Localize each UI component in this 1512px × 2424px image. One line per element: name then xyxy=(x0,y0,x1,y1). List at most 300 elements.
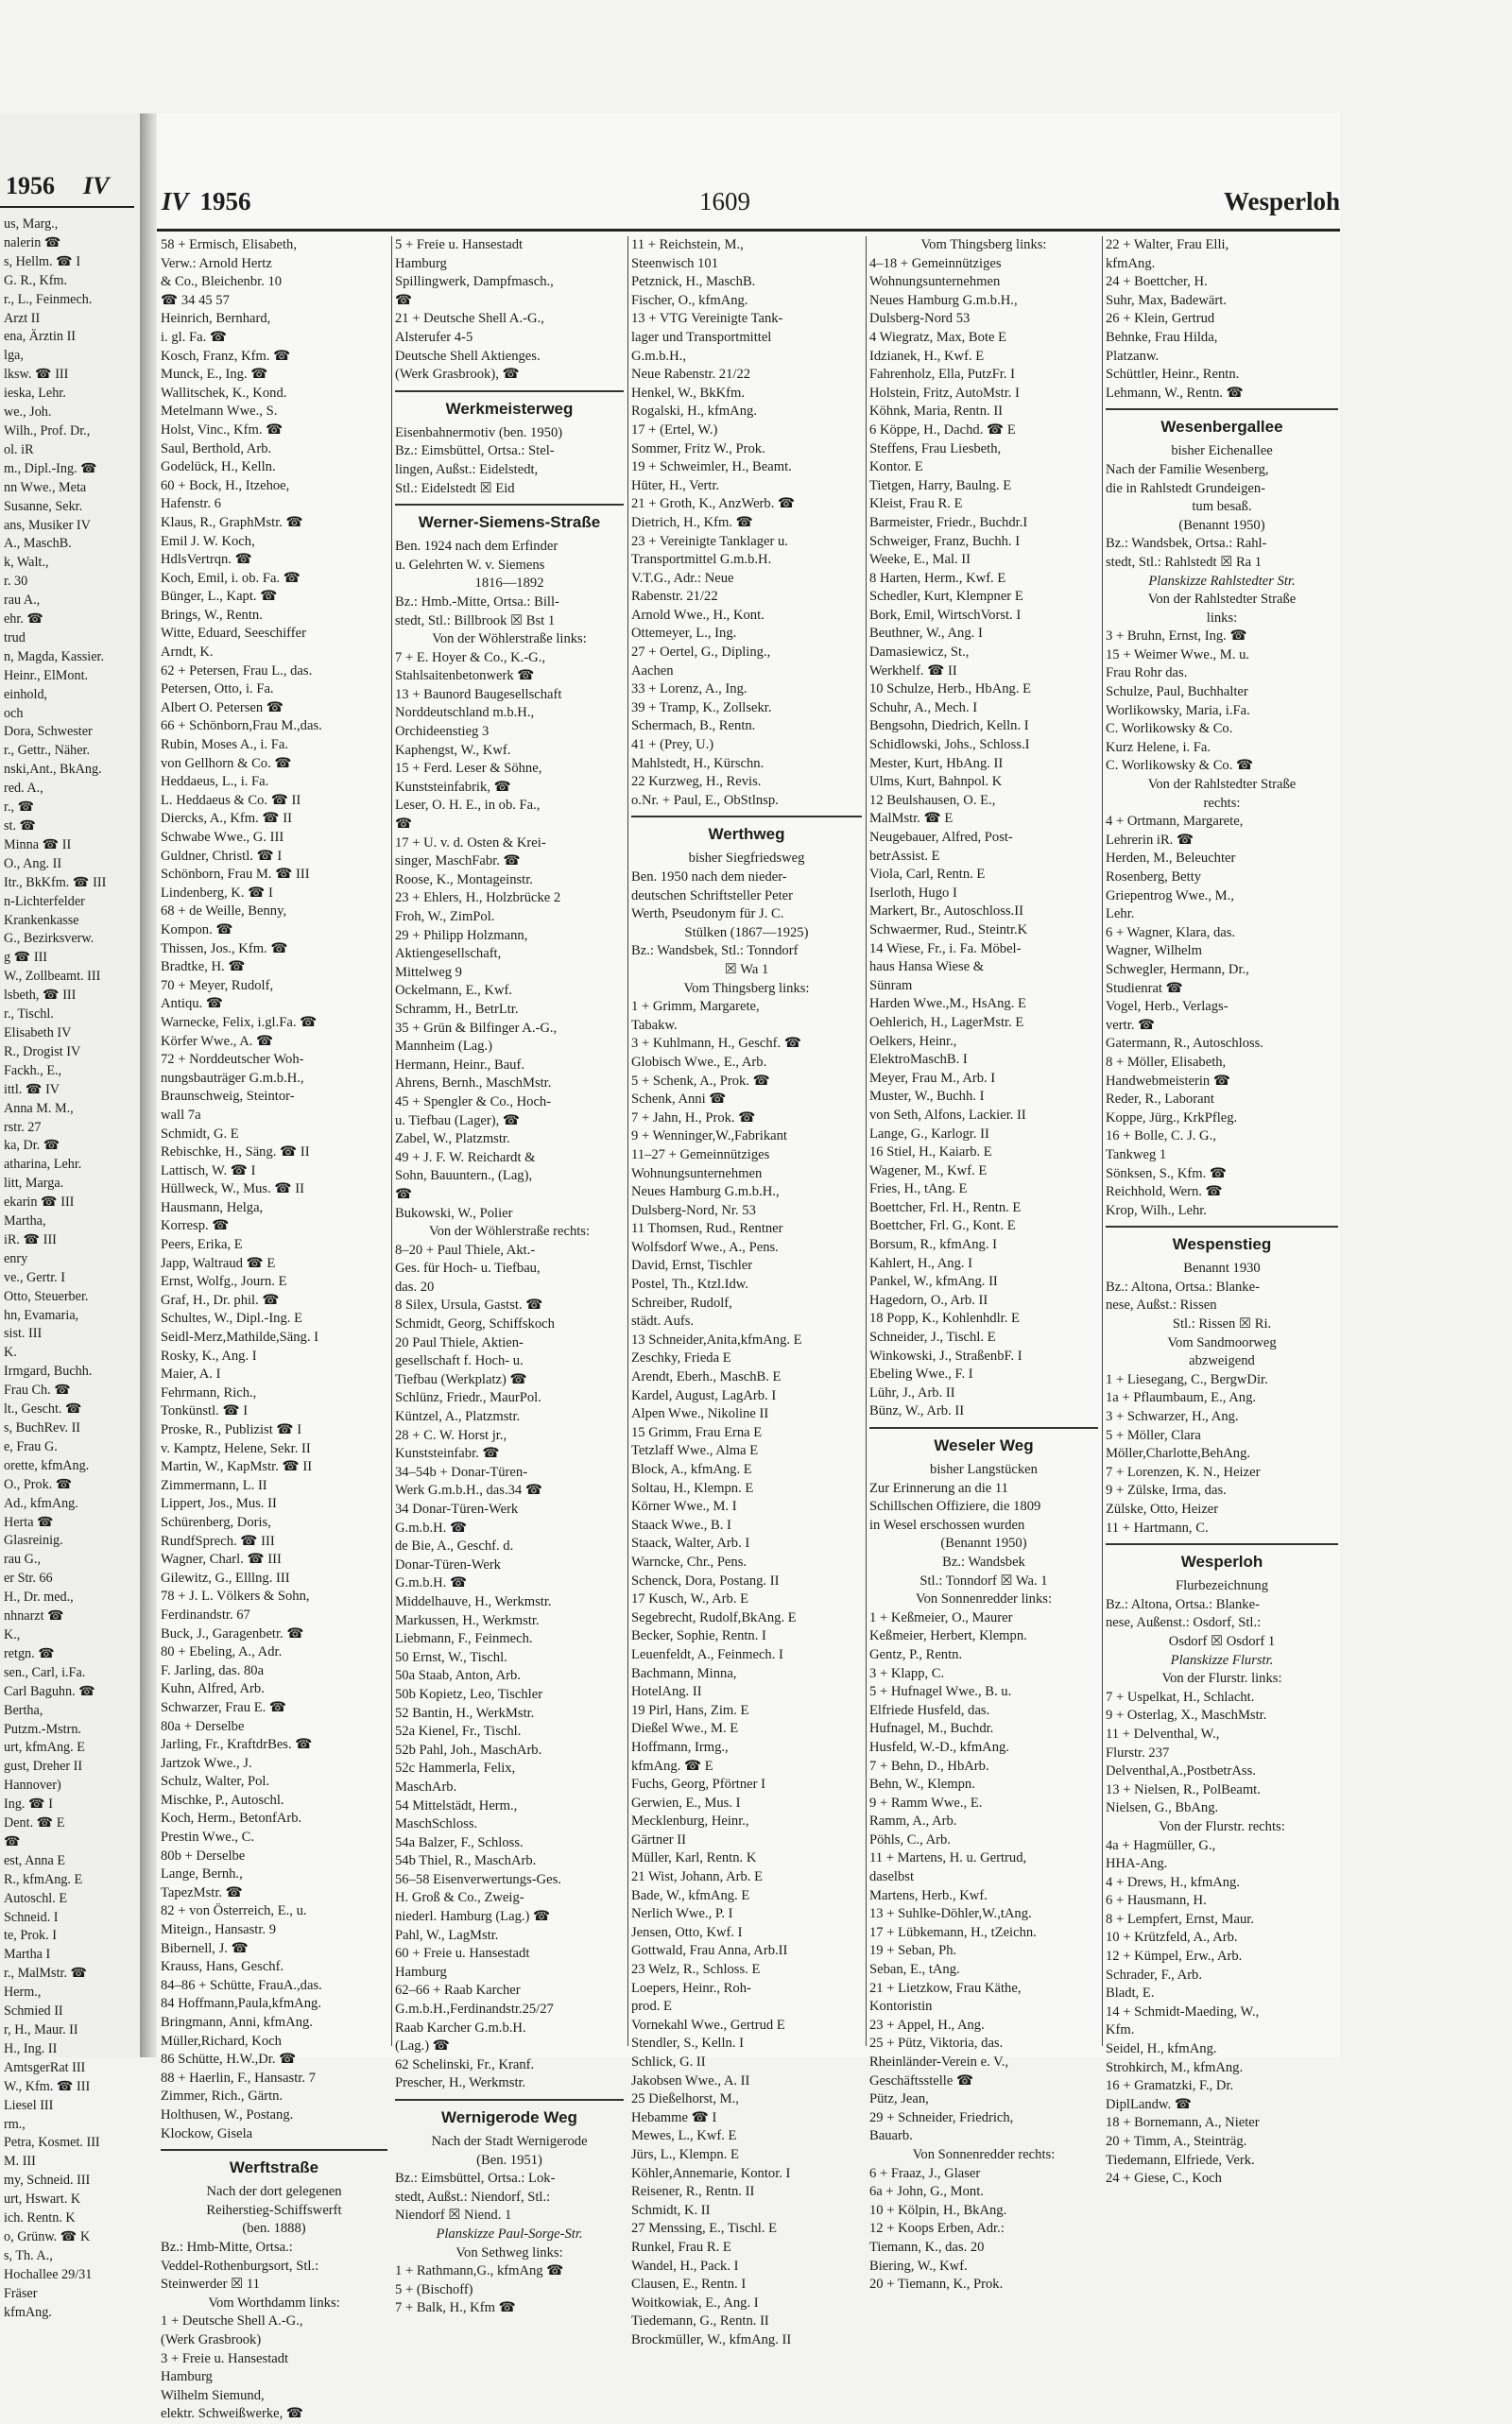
directory-entry: Tiefbau (Werkplatz) ☎ xyxy=(395,1371,527,1387)
book-gutter xyxy=(140,113,157,2057)
directory-entry: Gentz, P., Rentn. xyxy=(869,1646,963,1662)
directory-entry: Seban, E., tAng. xyxy=(869,1962,960,1978)
directory-entry: Schidlowski, Johs., Schloss.I xyxy=(869,737,1030,753)
directory-entry: C. Worlikowsky & Co. xyxy=(1106,721,1233,737)
page-section: IV xyxy=(162,187,189,215)
directory-entry: 6 + Fraaz, J., Glaser xyxy=(869,2165,981,2181)
directory-entry: Bünz, W., Arb. II xyxy=(869,1403,965,1419)
directory-entry: 18 + Bornemann, A., Nieter xyxy=(1106,2115,1260,2131)
directory-entry: Lange, G., Karlogr. II xyxy=(869,1126,989,1142)
directory-entry: Peers, Erika, E xyxy=(161,1237,243,1253)
directory-entry: 9 + Zülske, Irma, das. xyxy=(1106,1483,1227,1499)
directory-entry: Loepers, Heinr., Roh- xyxy=(631,1980,751,1996)
previous-page-year: 1956 xyxy=(6,172,55,199)
directory-entry: Lühr, J., Arb. II xyxy=(869,1384,955,1401)
street-note: Flurbezeichnung xyxy=(1175,1578,1269,1594)
directory-entry: Hufnagel, M., Buchdr. xyxy=(869,1721,994,1737)
previous-page-line: H., Dr. med., xyxy=(4,1590,74,1606)
directory-entry: Albert O. Petersen ☎ xyxy=(161,699,284,715)
directory-entry: (Lag.) ☎ xyxy=(395,2038,450,2054)
directory-entry: Wolfsdorf Wwe., A., Pens. xyxy=(631,1239,779,1255)
directory-entry: 13 + Baunord Baugesellschaft xyxy=(395,686,562,702)
directory-entry: Holst, Vinc., Kfm. ☎ xyxy=(161,421,284,438)
directory-entry: 72 + Norddeutscher Woh- xyxy=(161,1052,304,1068)
previous-page-line: Autoschl. E xyxy=(4,1890,67,1906)
previous-page-line: Frau Ch. ☎ xyxy=(4,1383,71,1399)
directory-entry: Schmidt, G. E xyxy=(161,1126,239,1142)
directory-entry: 9 + Wenninger,W.,Fabrikant xyxy=(631,1128,787,1144)
directory-entry: Hagedorn, O., Arb. II xyxy=(869,1292,988,1308)
directory-entry: 11 Thomsen, Rud., Rentner xyxy=(631,1221,783,1237)
street-note: abzweigend xyxy=(1189,1353,1255,1369)
directory-entry: Wagener, M., Kwf. E xyxy=(869,1162,988,1178)
directory-entry: Schwegler, Hermann, Dr., xyxy=(1106,961,1249,977)
directory-entry: 26 + Klein, Gertrud xyxy=(1106,311,1215,327)
directory-entry: 33 + Lorenz, A., Ing. xyxy=(631,681,747,697)
directory-entry: 4–18 + Gemeinnütziges xyxy=(869,255,1002,271)
directory-entry: MalMstr. ☎ E xyxy=(869,811,954,827)
street-note: bisher Siegfriedsweg xyxy=(688,851,805,867)
directory-entry: Ferdinandstr. 67 xyxy=(161,1607,250,1623)
directory-entry: 56–58 Eisenverwertungs-Ges. xyxy=(395,1871,561,1887)
directory-entry: das. 20 xyxy=(395,1279,435,1295)
directory-entry: 5 + Schenk, A., Prok. ☎ xyxy=(631,1073,770,1089)
column-divider xyxy=(1102,236,1103,2046)
directory-entry: Staack, Walter, Arb. I xyxy=(631,1536,750,1552)
directory-entry: v. Kamptz, Helene, Sekr. II xyxy=(161,1440,311,1456)
page-year: 1956 xyxy=(199,187,251,215)
directory-entry: 3 + Klapp, C. xyxy=(869,1665,945,1681)
directory-entry: 8 Harten, Herm., Kwf. E xyxy=(869,570,1006,586)
previous-page-line: Martha, xyxy=(4,1213,46,1229)
directory-entry: 84 Hoffmann,Paula,kfmAng. xyxy=(161,1996,321,2012)
directory-entry: lager und Transportmittel xyxy=(631,329,772,345)
directory-entry: 19 + Schweimler, H., Beamt. xyxy=(631,459,792,475)
directory-entry: 23 + Ehlers, H., Holzbrücke 2 xyxy=(395,890,561,906)
directory-entry: 25 Dießelhorst, M., xyxy=(631,2091,739,2107)
directory-entry: Ben. 1950 nach dem nieder- xyxy=(631,869,787,885)
directory-entry: Bz.: Eimsbüttel, Ortsa.: Lok- xyxy=(395,2171,556,2187)
directory-entry: Sünram xyxy=(869,977,913,993)
previous-page-line: red. A., xyxy=(4,781,43,797)
previous-page-line: my, Schneid. III xyxy=(4,2173,91,2189)
directory-entry: Lindenberg, K. ☎ I xyxy=(161,885,273,901)
directory-entry: Behn, W., Klempn. xyxy=(869,1777,975,1793)
directory-entry: Lange, Bernh., xyxy=(161,1866,243,1882)
directory-entry: Hüllweck, W., Mus. ☎ II xyxy=(161,1181,304,1197)
previous-page-line: sen., Carl, i.Fa. xyxy=(4,1664,86,1680)
previous-page-line: r., ☎ xyxy=(4,799,35,816)
header-rule xyxy=(157,229,1340,232)
previous-page-line: Glasreinig. xyxy=(4,1533,63,1549)
directory-entry: 19 Pirl, Hans, Zim. E xyxy=(631,1702,749,1718)
directory-entry: i. gl. Fa. ☎ xyxy=(161,329,228,345)
directory-entry: Seidel, H., kfmAng. xyxy=(1106,2041,1217,2057)
previous-page-line: r, H., Maur. II xyxy=(4,2022,78,2037)
previous-page-line: ka, Dr. ☎ xyxy=(4,1138,60,1154)
directory-entry: 10 Schulze, Herb., HbAng. E xyxy=(869,681,1032,697)
street-note: Stülken (1867—1925) xyxy=(684,924,809,940)
previous-page-line: A., MaschB. xyxy=(4,536,72,552)
previous-page-line: Elisabeth IV xyxy=(4,1024,72,1040)
directory-entry: die in Rahlstedt Grundeigen- xyxy=(1106,480,1266,496)
previous-page-line: Bertha, xyxy=(4,1702,43,1718)
directory-entry: Dietrich, H., Kfm. ☎ xyxy=(631,514,753,530)
directory-entry: Transportmittel G.m.b.H. xyxy=(631,552,772,568)
directory-entry: 62 Schelinski, Fr., Kranf. xyxy=(395,2056,535,2072)
directory-entry: Schedler, Kurt, Klempner E xyxy=(869,589,1023,605)
previous-page-line: retgn. ☎ xyxy=(4,1645,55,1661)
directory-entry: Iserloth, Hugo I xyxy=(869,885,957,901)
directory-entry: Gatermann, R., Autoschloss. xyxy=(1106,1036,1264,1052)
directory-entry: Warnecke, Felix, i.gl.Fa. ☎ xyxy=(161,1014,318,1030)
directory-entry: Wagner, Charl. ☎ III xyxy=(161,1552,282,1568)
directory-entry: Bz.: Wandsbek, Stl.: Tonndorf xyxy=(631,943,799,959)
directory-entry: Zeschky, Frieda E xyxy=(631,1350,731,1367)
directory-entry: G.m.b.H., xyxy=(631,348,686,364)
directory-entry: Mecklenburg, Heinr., xyxy=(631,1814,749,1830)
directory-entry: Donar-Türen-Werk xyxy=(395,1556,501,1573)
previous-page-line: s, Th. A., xyxy=(4,2247,53,2263)
directory-entry: 60 + Bock, H., Itzehoe, xyxy=(161,477,290,493)
directory-entry: Werkhelf. ☎ II xyxy=(869,662,957,679)
previous-page-line: rm., xyxy=(4,2116,26,2132)
previous-page-line: orette, kfmAng. xyxy=(4,1457,90,1473)
directory-entry: Becker, Sophie, Rentn. I xyxy=(631,1628,766,1644)
directory-entry: 11 + Reichstein, M., xyxy=(631,237,744,252)
street-note: Planskizze Flurstr. xyxy=(1170,1652,1274,1668)
directory-entry: Tiemann, K., das. 20 xyxy=(869,2239,985,2255)
directory-entry: Spillingwerk, Dampfmasch., xyxy=(395,274,554,290)
directory-entry: Jarling, Fr., KraftdrBes. ☎ xyxy=(161,1737,313,1753)
previous-page-line: Herta ☎ xyxy=(4,1514,54,1530)
directory-entry: 17 + U. v. d. Osten & Krei- xyxy=(395,834,546,851)
directory-entry: Miteign., Hansastr. 9 xyxy=(161,1922,277,1938)
directory-entry: Kunststeinfabr. ☎ xyxy=(395,1446,500,1462)
directory-entry: u. Tiefbau (Lager), ☎ xyxy=(395,1112,521,1128)
previous-page-line: W., Kfm. ☎ III xyxy=(4,2078,91,2094)
directory-entry: ☎ xyxy=(395,1186,413,1202)
directory-entry: Küntzel, A., Platzmstr. xyxy=(395,1409,521,1425)
previous-page-line: te, Prok. I xyxy=(4,1928,57,1944)
directory-entry: Aktiengesellschaft, xyxy=(395,946,502,962)
directory-entry: Oelkers, Heinr., xyxy=(869,1033,957,1049)
previous-page-line: ich. Rentn. K xyxy=(4,2210,76,2226)
directory-entry: Schulz, Walter, Pol. xyxy=(161,1774,270,1790)
previous-page-line: Dora, Schwester xyxy=(4,724,93,740)
directory-entry: Fischer, O., kfmAng. xyxy=(631,292,748,308)
directory-entry: Zur Erinnerung an die 11 xyxy=(869,1480,1008,1496)
directory-entry: Jensen, Otto, Kwf. I xyxy=(631,1924,743,1940)
street-note: rechts: xyxy=(1203,795,1241,811)
street-note: Stl.: Tonndorf ☒ Wa. 1 xyxy=(919,1573,1048,1589)
directory-entry: 80a + Derselbe xyxy=(161,1718,245,1734)
directory-entry: wall 7a xyxy=(161,1107,201,1123)
directory-entry: Henkel, W., BkKfm. xyxy=(631,385,745,401)
directory-entry: DiplLandw. ☎ xyxy=(1106,2096,1192,2112)
directory-entry: vertr. ☎ xyxy=(1106,1017,1156,1033)
directory-entry: Wandel, H., Pack. I xyxy=(631,2258,739,2274)
directory-entry: 8–20 + Paul Thiele, Akt.- xyxy=(395,1242,536,1258)
directory-entry: Werk G.m.b.H., das.34 ☎ xyxy=(395,1483,543,1499)
previous-page-header xyxy=(0,113,140,200)
directory-entry: Schultes, W., Dipl.-Ing. E xyxy=(161,1311,302,1327)
directory-entry: ☎ xyxy=(395,292,413,308)
directory-entry: lingen, Außst.: Eidelstedt, xyxy=(395,461,539,477)
directory-entry: Neugebauer, Alfred, Post- xyxy=(869,830,1013,845)
directory-entry: Bz.: Hmb.-Mitte, Ortsa.: Bill- xyxy=(395,593,559,610)
directory-entry: Aachen xyxy=(631,662,674,679)
directory-entry: 22 + Walter, Frau Elli, xyxy=(1106,237,1229,252)
directory-entry: von Seth, Alfons, Lackier. II xyxy=(869,1107,1026,1123)
directory-entry: Roose, K., Montageinstr. xyxy=(395,871,533,887)
directory-entry: Möller,Charlotte,BehAng. xyxy=(1106,1446,1251,1462)
directory-entry: Hamburg xyxy=(161,2369,213,2385)
previous-page-line: rau A., xyxy=(4,593,41,609)
directory-entry: Muster, W., Buchh. I xyxy=(869,1089,985,1105)
previous-page-line: gust, Dreher II xyxy=(4,1759,83,1775)
directory-entry: 8 Silex, Ursula, Gastst. ☎ xyxy=(395,1298,543,1314)
previous-page-line: Martha I xyxy=(4,1947,51,1963)
previous-page-line: ve., Gertr. I xyxy=(4,1269,65,1285)
previous-page-line: Itr., BkKfm. ☎ III xyxy=(4,874,107,890)
directory-entry: 20 Paul Thiele, Aktien- xyxy=(395,1334,524,1350)
directory-entry: Borsum, R., kfmAng. I xyxy=(869,1237,997,1253)
previous-page-entries xyxy=(0,215,140,2323)
directory-entry: Schwaermer, Rud., Steintr.K xyxy=(869,921,1028,937)
directory-entry: Schermach, B., Rentn. xyxy=(631,718,756,734)
directory-entry: Bz.: Eimsbüttel, Ortsa.: Stel- xyxy=(395,443,555,459)
directory-entry: 1a + Pflaumbaum, E., Ang. xyxy=(1106,1390,1257,1406)
directory-entry: Bork, Emil, WirtschVorst. I xyxy=(869,607,1022,623)
column-divider xyxy=(866,236,867,2046)
directory-entry: Jakobsen Wwe., A. II xyxy=(631,2072,750,2089)
previous-page-line: iR. ☎ III xyxy=(4,1231,57,1247)
previous-page xyxy=(0,113,142,2320)
directory-entry: Klaus, R., GraphMstr. ☎ xyxy=(161,514,303,530)
directory-entry: Saul, Berthold, Arb. xyxy=(161,440,272,456)
directory-entry: Hüter, H., Vertr. xyxy=(631,477,720,493)
directory-entry: Rheinländer-Verein e. V., xyxy=(869,2054,1009,2070)
directory-entry: 6 + Wagner, Klara, das. xyxy=(1106,924,1236,940)
directory-entry: 7 + Jahn, H., Prok. ☎ xyxy=(631,1109,756,1126)
directory-entry: singer, MaschFabr. ☎ xyxy=(395,853,521,869)
street-note: Von Sonnenredder rechts: xyxy=(912,2146,1056,2162)
directory-entry: 34 Donar-Türen-Werk xyxy=(395,1502,519,1517)
previous-page-line: einhold, xyxy=(4,686,48,702)
directory-entry: 11–27 + Gemeinnütziges xyxy=(631,1146,770,1162)
directory-entry: Markert, Br., Autoschloss.II xyxy=(869,903,1023,920)
directory-entry: Holthusen, W., Postang. xyxy=(161,2106,294,2123)
previous-page-line: G., Bezirksverw. xyxy=(4,931,94,947)
directory-entry: 4 + Ortmann, Margarete, xyxy=(1106,814,1244,830)
directory-entry: Ramm, A., Arb. xyxy=(869,1814,957,1830)
directory-entry: Mahlstedt, H., Kürschn. xyxy=(631,755,765,771)
directory-entry: 6 + Hausmann, H. xyxy=(1106,1893,1207,1909)
directory-entry: Schuhr, A., Mech. I xyxy=(869,699,978,715)
previous-page-line: nalerin ☎ xyxy=(4,234,61,250)
directory-entry: 4 + Drews, H., kfmAng. xyxy=(1106,1874,1240,1890)
directory-entry: Lehrerin iR. ☎ xyxy=(1106,832,1194,848)
directory-entry: Leser, O. H. E., in ob. Fa., xyxy=(395,798,541,814)
directory-entry: Kfm. xyxy=(1106,2022,1135,2038)
previous-page-line: Fräser xyxy=(4,2285,38,2301)
directory-entry: Schweiger, Franz, Buchh. I xyxy=(869,533,1021,549)
directory-entry: Gottwald, Frau Anna, Arb.II xyxy=(631,1943,788,1959)
directory-entry: Holstein, Fritz, AutoMstr. I xyxy=(869,385,1020,401)
directory-entry: Kunststeinfabrik, ☎ xyxy=(395,779,511,795)
directory-entry: 80b + Derselbe xyxy=(161,1848,246,1864)
directory-entry: 1 + Rathmann,G., kfmAng ☎ xyxy=(395,2263,564,2279)
directory-entry: Harden Wwe.,M., HsAng. E xyxy=(869,996,1026,1012)
directory-entry: Guldner, Christl. ☎ I xyxy=(161,848,283,864)
directory-entry: Norddeutschland m.b.H., xyxy=(395,705,535,721)
previous-page-line: Irmgard, Buchh. xyxy=(4,1364,93,1380)
directory-entry: Reichhold, Wern. ☎ xyxy=(1106,1184,1223,1200)
directory-entry: HdlsVertrqn. ☎ xyxy=(161,552,252,568)
directory-entry: Mester, Kurt, HbAng. II xyxy=(869,755,1004,771)
directory-entry: Warncke, Chr., Pens. xyxy=(631,1554,747,1570)
directory-entry: Schrader, F., Arb. xyxy=(1106,1967,1203,1983)
directory-column xyxy=(1106,236,1338,2187)
directory-entry: 54 Mittelstädt, Herm., xyxy=(395,1797,518,1814)
previous-page-line: Herm., xyxy=(4,1985,42,2001)
directory-entry: 25 + Pütz, Viktoria, das. xyxy=(869,2036,1004,2052)
street-note: bisher Langstücken xyxy=(930,1462,1038,1477)
directory-entry: 52a Kienel, Fr., Tischl. xyxy=(395,1724,522,1740)
directory-entry: Tetzlaff Wwe., Alma E xyxy=(631,1443,759,1459)
directory-entry: Wagner, Wilhelm xyxy=(1106,943,1202,959)
directory-entry: Gilewitz, G., Elllng. III xyxy=(161,1570,290,1586)
directory-entry: Hamburg xyxy=(395,1964,447,1980)
directory-entry: 66 + Schönborn,Frau M.,das. xyxy=(161,718,322,734)
directory-entry: Braunschweig, Steintor- xyxy=(161,1089,295,1105)
directory-entry: Steffens, Frau Liesbeth, xyxy=(869,440,1002,456)
previous-page-line: litt, Marga. xyxy=(4,1176,64,1192)
directory-entry: Rosenberg, Betty xyxy=(1106,869,1202,885)
previous-page-line: r., L., Feinmech. xyxy=(4,291,93,307)
street-note: (ben. 1888) xyxy=(242,2221,306,2237)
directory-entry: Ottemeyer, L., Ing. xyxy=(631,626,737,642)
directory-entry: 9 + Ramm Wwe., E. xyxy=(869,1795,983,1811)
previous-page-line: Putzm.-Mstrn. xyxy=(4,1721,81,1737)
directory-entry: 84–86 + Schütte, FrauA.,das. xyxy=(161,1977,322,1993)
directory-entry: 17 + (Ertel, W.) xyxy=(631,421,718,438)
directory-entry: Brings, W., Rentn. xyxy=(161,607,263,623)
directory-entry: 50a Staab, Anton, Arb. xyxy=(395,1668,521,1684)
directory-entry: Schulze, Paul, Buchhalter xyxy=(1106,684,1248,700)
directory-entry: Schürenberg, Doris, xyxy=(161,1514,271,1530)
previous-page-line: trud xyxy=(4,629,26,645)
directory-entry: prod. E xyxy=(631,1999,672,2015)
directory-entry: 16 Stiel, H., Kaiarb. E xyxy=(869,1144,992,1160)
directory-entry: Müller,Richard, Koch xyxy=(161,2033,282,2049)
directory-entry: Hamburg xyxy=(395,255,447,271)
directory-entry: Neues Hamburg G.m.b.H., xyxy=(869,292,1018,308)
previous-page-line: Ing. ☎ I xyxy=(4,1797,53,1813)
directory-column xyxy=(631,236,862,2347)
directory-entry: Werth, Pseudonym für J. C. xyxy=(631,906,784,922)
directory-entry: nungsbauträger G.m.b.H., xyxy=(161,1070,304,1086)
directory-entry: Fries, H., tAng. E xyxy=(869,1181,968,1197)
directory-entry: Sommer, Fritz W., Prok. xyxy=(631,440,765,456)
previous-page-line: Schmied II xyxy=(4,2003,63,2020)
street-note: tum besaß. xyxy=(1192,499,1252,515)
directory-entry: Orchideenstieg 3 xyxy=(395,724,490,740)
directory-entry: Jartzok Wwe., J. xyxy=(161,1755,252,1771)
directory-entry: 10 + Krützfeld, A., Arb. xyxy=(1106,1930,1238,1946)
previous-page-line: O., Prok. ☎ xyxy=(4,1476,73,1492)
directory-entry: Sönksen, S., Kfm. ☎ xyxy=(1106,1165,1228,1181)
directory-entry: Antiqu. ☎ xyxy=(161,996,224,1012)
directory-entry: 15 Grimm, Frau Erna E xyxy=(631,1424,763,1440)
directory-entry: Ockelmann, E., Kwf. xyxy=(395,983,513,999)
directory-entry: 17 + Lübkemann, H., tZeichn. xyxy=(869,1924,1037,1940)
directory-entry: Zimmer, Rich., Gärtn. xyxy=(161,2089,284,2105)
directory-entry: Alpen Wwe., Nikoline II xyxy=(631,1406,769,1422)
directory-entry: 68 + de Weille, Benny, xyxy=(161,903,287,920)
directory-entry: Bladt, E. xyxy=(1106,1986,1155,2002)
directory-entry: Keßmeier, Herbert, Klempn. xyxy=(869,1628,1027,1644)
street-note: Von der Rahlstedter Straße xyxy=(1147,777,1297,793)
directory-entry: Boettcher, Frl. H., Rentn. E xyxy=(869,1199,1022,1215)
directory-entry: 27 Menssing, E., Tischl. E xyxy=(631,2221,778,2237)
directory-entry: 5 + Freie u. Hansestadt xyxy=(395,237,524,252)
directory-entry: Bukowski, W., Polier xyxy=(395,1205,513,1221)
directory-entry: Pütz, Jean, xyxy=(869,2091,929,2107)
previous-page-line: Hochallee 29/31 xyxy=(4,2266,93,2282)
previous-page-line: Dent. ☎ E xyxy=(4,1815,65,1831)
previous-page-line: lsbeth, ☎ III xyxy=(4,988,77,1004)
directory-entry: 11 + Hartmann, C. xyxy=(1106,1520,1209,1536)
directory-entry: 70 + Meyer, Rudolf, xyxy=(161,977,274,993)
street-note: Vom Worthdamm links: xyxy=(208,2295,340,2311)
previous-page-line: Liesel III xyxy=(4,2097,54,2113)
directory-entry: 4a + Hagmüller, G., xyxy=(1106,1837,1216,1853)
directory-entry: Kaphengst, W., Kwf. xyxy=(395,742,511,758)
directory-entry: Fuchs, Georg, Pförtner I xyxy=(631,1777,765,1793)
directory-entry: Tabakw. xyxy=(631,1017,678,1033)
street-note: Von der Flurstr. links: xyxy=(1161,1671,1282,1687)
directory-entry: deutschen Schriftsteller Peter xyxy=(631,887,794,903)
directory-entry: Kontoristin xyxy=(869,1999,933,2015)
directory-entry: 14 Wiese, Fr., i. Fa. Möbel- xyxy=(869,940,1022,956)
street-heading: Weseler Weg xyxy=(869,1427,1098,1457)
street-note: Von Sethweg links: xyxy=(455,2244,563,2261)
directory-entry: 6 Köppe, H., Dachd. ☎ E xyxy=(869,421,1016,438)
directory-entry: kfmAng. xyxy=(1106,255,1156,271)
directory-entry: HHA-Ang. xyxy=(1106,1856,1168,1872)
street-note: (Benannt 1950) xyxy=(940,1536,1027,1552)
previous-page-line: ieska, Lehr. xyxy=(4,386,66,402)
directory-entry: Wohnungsunternehmen xyxy=(869,274,1001,290)
directory-entry: Hausmann, Helga, xyxy=(161,1199,264,1215)
street-heading: Werthweg xyxy=(631,816,862,846)
directory-entry: 62–66 + Raab Karcher xyxy=(395,1983,521,1999)
directory-entry: Alsterufer 4-5 xyxy=(395,329,473,345)
directory-entry: Mischke, P., Autoschl. xyxy=(161,1792,284,1808)
directory-entry: 19 + Seban, Ph. xyxy=(869,1943,957,1959)
directory-column xyxy=(161,236,387,2422)
street-heading: Wernigerode Weg xyxy=(395,2099,624,2129)
directory-entry: betrAssist. E xyxy=(869,848,940,864)
directory-entry: Maier, A. I xyxy=(161,1367,221,1383)
directory-entry: Schwarzer, Frau E. ☎ xyxy=(161,1699,287,1715)
directory-entry: 3 + Kuhlmann, H., Geschf. ☎ xyxy=(631,1036,802,1052)
directory-entry: Zülske, Otto, Heizer xyxy=(1106,1502,1219,1517)
directory-entry: 21 Wist, Johann, Arb. E xyxy=(631,1869,763,1885)
directory-entry: stedt, Stl.: Billbrook ☒ Bst 1 xyxy=(395,612,556,628)
